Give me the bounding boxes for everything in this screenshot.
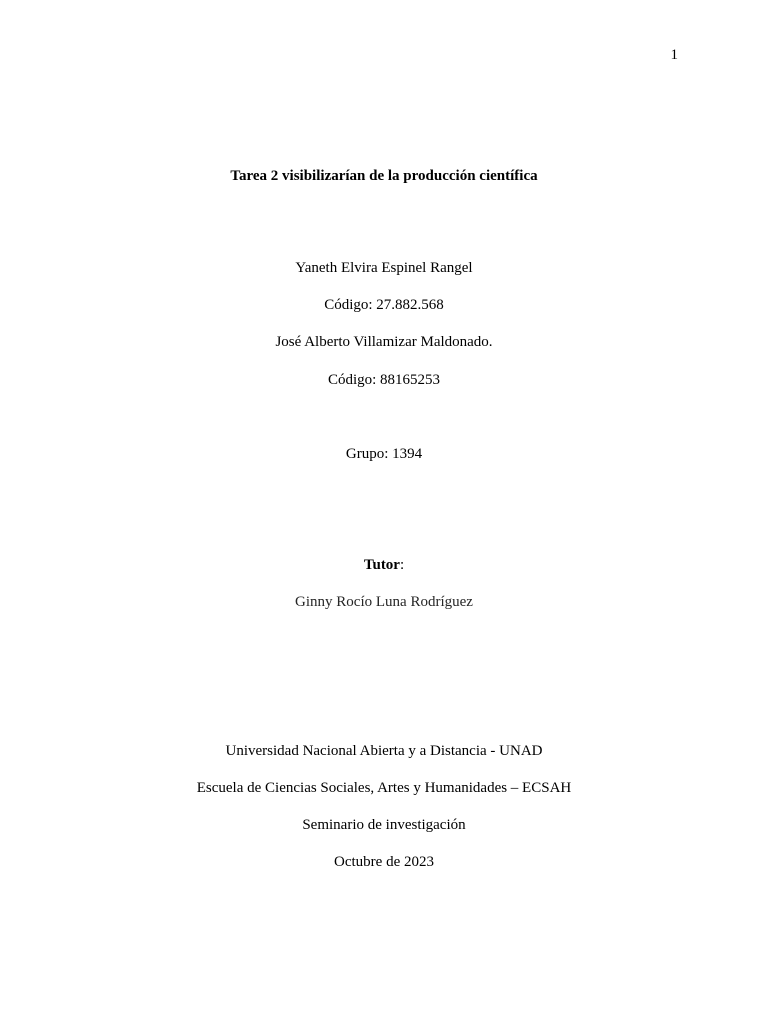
author-name-1: Yaneth Elvira Espinel Rangel xyxy=(295,260,473,276)
author-code-1: Código: 27.882.568 xyxy=(324,297,444,313)
author-code-2: Código: 88165253 xyxy=(327,372,441,388)
document-date: Octubre de 2023 xyxy=(334,854,434,870)
document-title: Tarea 2 visibilizarían de la producción científica xyxy=(230,168,538,184)
school-name: Escuela de Ciencias Sociales, Artes y Humanidades – ECSAH xyxy=(196,780,572,796)
tutor-label: Tutor xyxy=(363,557,400,573)
tutor-colon: : xyxy=(399,557,405,573)
course-name: Seminario de investigación xyxy=(302,817,466,833)
tutor-name: Ginny Rocío Luna Rodríguez xyxy=(295,594,473,610)
group-number: Grupo: 1394 xyxy=(345,446,423,462)
author-name-2: José Alberto Villamizar Maldonado. xyxy=(275,334,493,350)
tutor-heading xyxy=(0,556,768,574)
university-name: Universidad Nacional Abierta y a Distancia - UNAD xyxy=(225,743,543,759)
page-number: 1 xyxy=(670,47,678,63)
